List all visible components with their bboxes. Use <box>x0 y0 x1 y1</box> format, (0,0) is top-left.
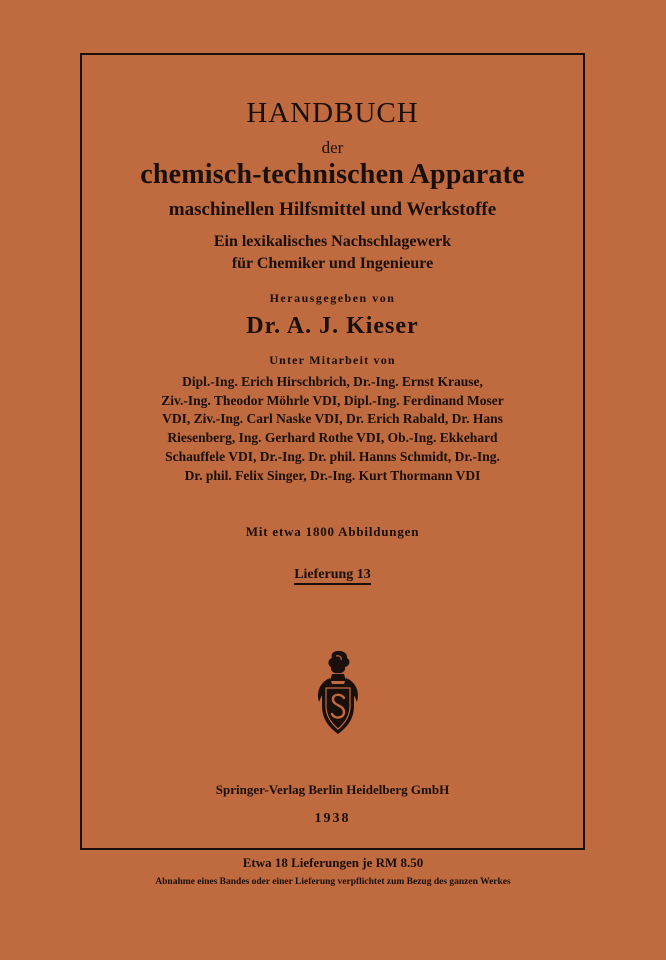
cover-frame <box>80 53 585 850</box>
title-subject: chemisch-technischen Apparate <box>140 159 525 190</box>
contributors-line: Schauffele VDI, Dr.-Ing. Dr. phil. Hanns Schmidt, Dr.-Ing. <box>165 448 500 464</box>
description-line-2: für Chemiker und Ingenieure <box>231 255 434 272</box>
publisher: Springer-Verlag Berlin Heidelberg GmbH <box>215 782 450 797</box>
obligation-note: Abnahme eines Bandes oder einer Lieferung verpflichtet zum Bezug des ganzen Werkes <box>155 877 511 887</box>
contributors-line: Ziv.-Ing. Theodor Möhrle VDI, Dipl.-Ing. Ferdinand Moser <box>161 392 504 408</box>
title-main: HANDBUCH <box>246 97 419 129</box>
collaboration-label: Unter Mitarbeit von <box>269 353 396 367</box>
contributors-line: Dipl.-Ing. Erich Hirschbrich, Dr.-Ing. Ernst Krause, <box>182 374 483 389</box>
delivery-number-text: Lieferung 13 <box>294 567 371 585</box>
publication-year: 1938 <box>314 811 351 826</box>
title-connector: der <box>321 138 344 157</box>
editor-label: Herausgegeben von <box>269 291 396 305</box>
editor-name: Dr. A. J. Kieser <box>246 313 419 339</box>
description-line-1: Ein lexikalisches Nachschlagewerk <box>213 233 452 250</box>
title-subject-continued: maschinellen Hilfsmittel und Werkstoffe <box>168 199 497 220</box>
contributors-list <box>100 373 565 485</box>
contributors-line: Riesenberg, Ing. Gerhard Rothe VDI, Ob.-Ing. Ekkehard <box>167 430 498 446</box>
contributors-line: VDI, Ziv.-Ing. Carl Naske VDI, Dr. Erich Rabald, Dr. Hans <box>162 411 503 427</box>
contributors-line: Dr. phil. Felix Singer, Dr.-Ing. Kurt Thormann VDI <box>184 467 481 483</box>
illustrations-note: Mit etwa 1800 Abbildungen <box>245 524 420 539</box>
delivery-number <box>82 567 583 583</box>
price-note: Etwa 18 Lieferungen je RM 8.50 <box>242 855 424 870</box>
springer-knight-emblem-icon <box>310 648 366 738</box>
